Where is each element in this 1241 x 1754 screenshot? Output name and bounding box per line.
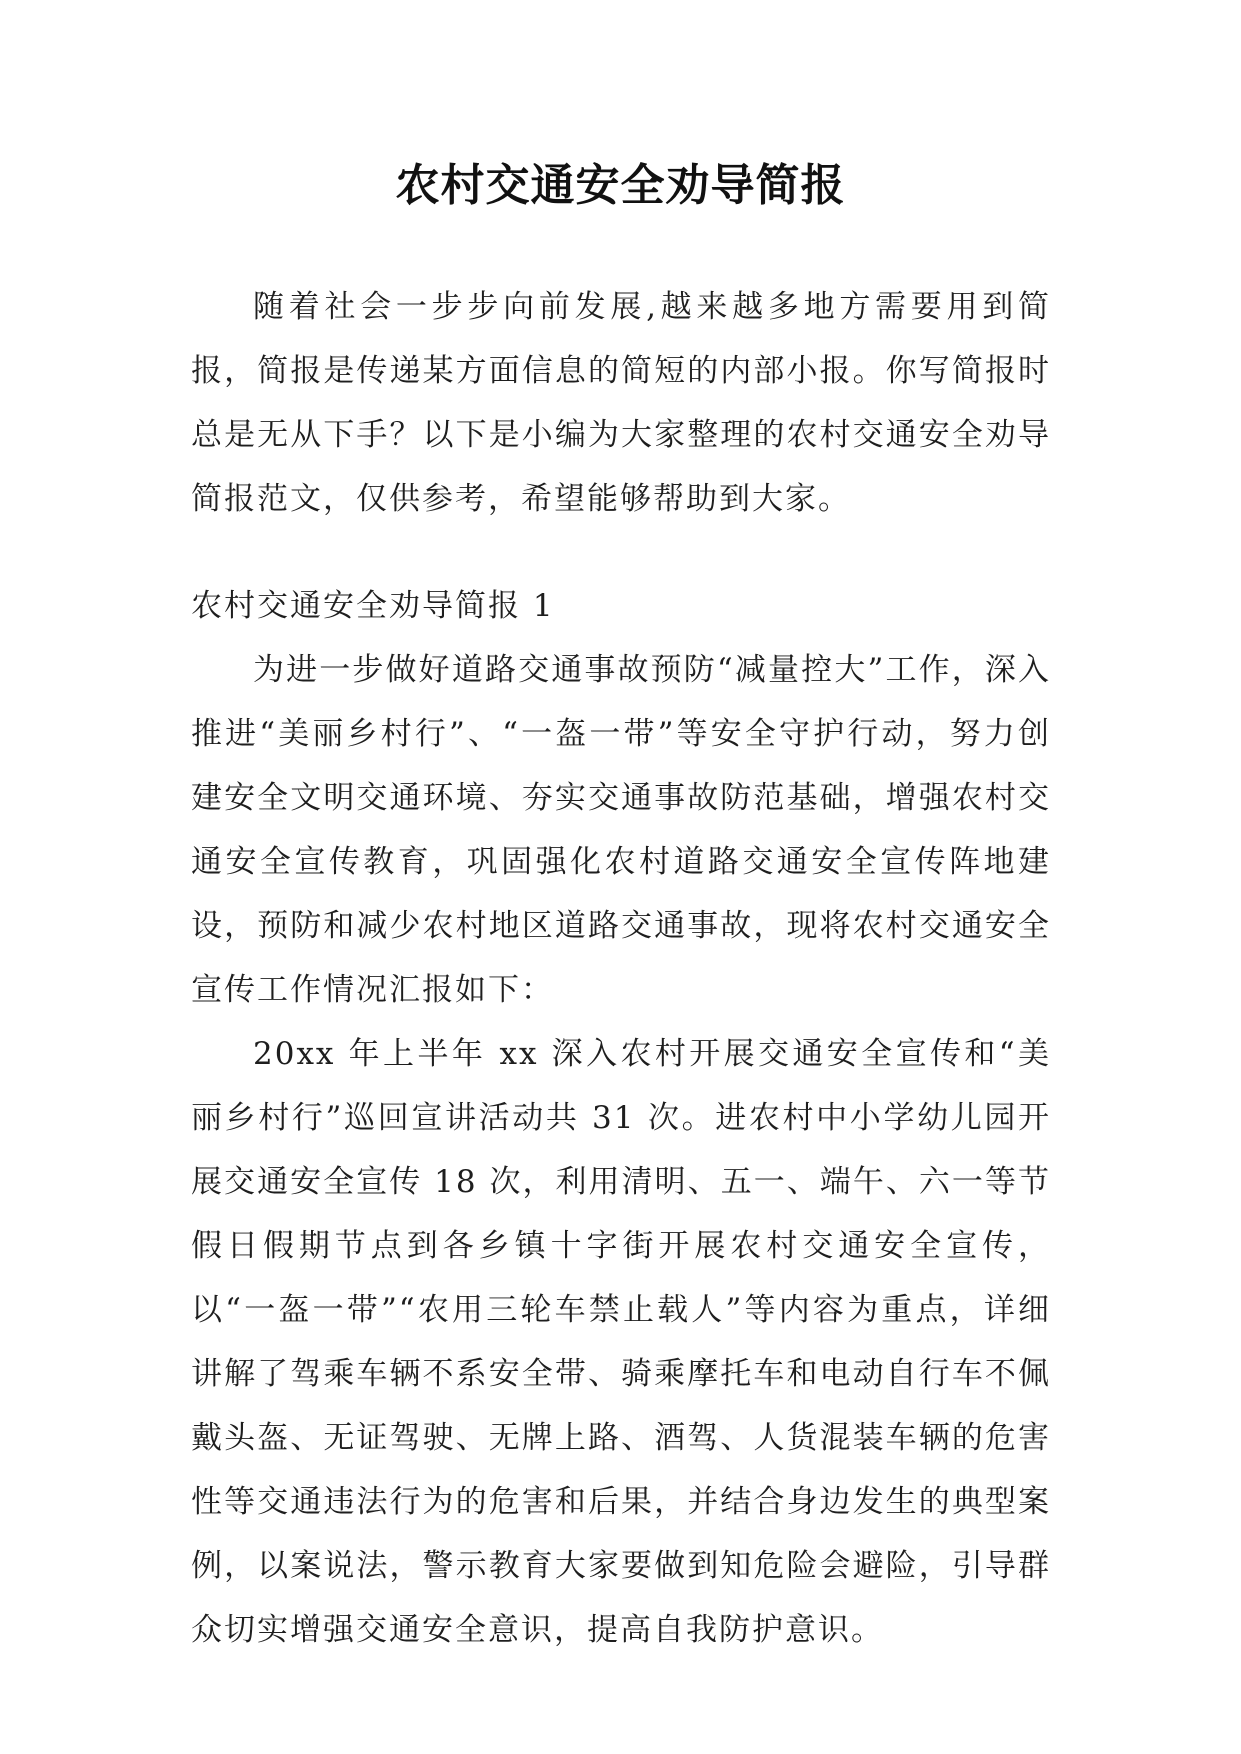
intro-block: [191, 275, 1051, 531]
section-block: [191, 574, 1051, 1662]
document-title: 农村交通安全劝导简报: [395, 160, 846, 211]
intro-paragraph: 随着社会一步步向前发展,越来越多地方需要用到简报，简报是传递某方面信息的简短的内部小报。你写简报时总是无从下手？以下是小编为大家整理的农村交通安全劝导简报范文，仅供参考，希望能够帮助到大家。: [191, 289, 1051, 517]
section-heading: 农村交通安全劝导简报 1: [191, 588, 555, 624]
body-paragraph: 20xx 年上半年 xx 深入农村开展交通安全宣传和“美丽乡村行”巡回宣讲活动共 31 次。进农村中小学幼儿园开展交通安全宣传 18 次，利用清明、五一、端午、六一等节假日假期节点到各乡镇十字街开展农村交通安全宣传，以“一盔一带”“农用三轮车禁止载人”等内容为重点，详细讲解了驾乘车辆不系安全带、骑乘摩托车和电动自行车不佩戴头盔、无证驾驶、无牌上路、酒驾、人货混装车辆的危害性等交通违法行为的危害和后果，并结合身边发生的典型案例，以案说法，警示教育大家要做到知危险会避险，引导群众切实增强交通安全意识，提高自我防护意识。: [191, 1036, 1051, 1648]
body-paragraph: 为进一步做好道路交通事故预防“减量控大”工作，深入推进“美丽乡村行”、“一盔一带”等安全守护行动，努力创建安全文明交通环境、夯实交通事故防范基础，增强农村交通安全宣传教育，巩固强化农村道路交通安全宣传阵地建设，预防和减少农村地区道路交通事故，现将农村交通安全宣传工作情况汇报如下：: [191, 652, 1051, 1008]
